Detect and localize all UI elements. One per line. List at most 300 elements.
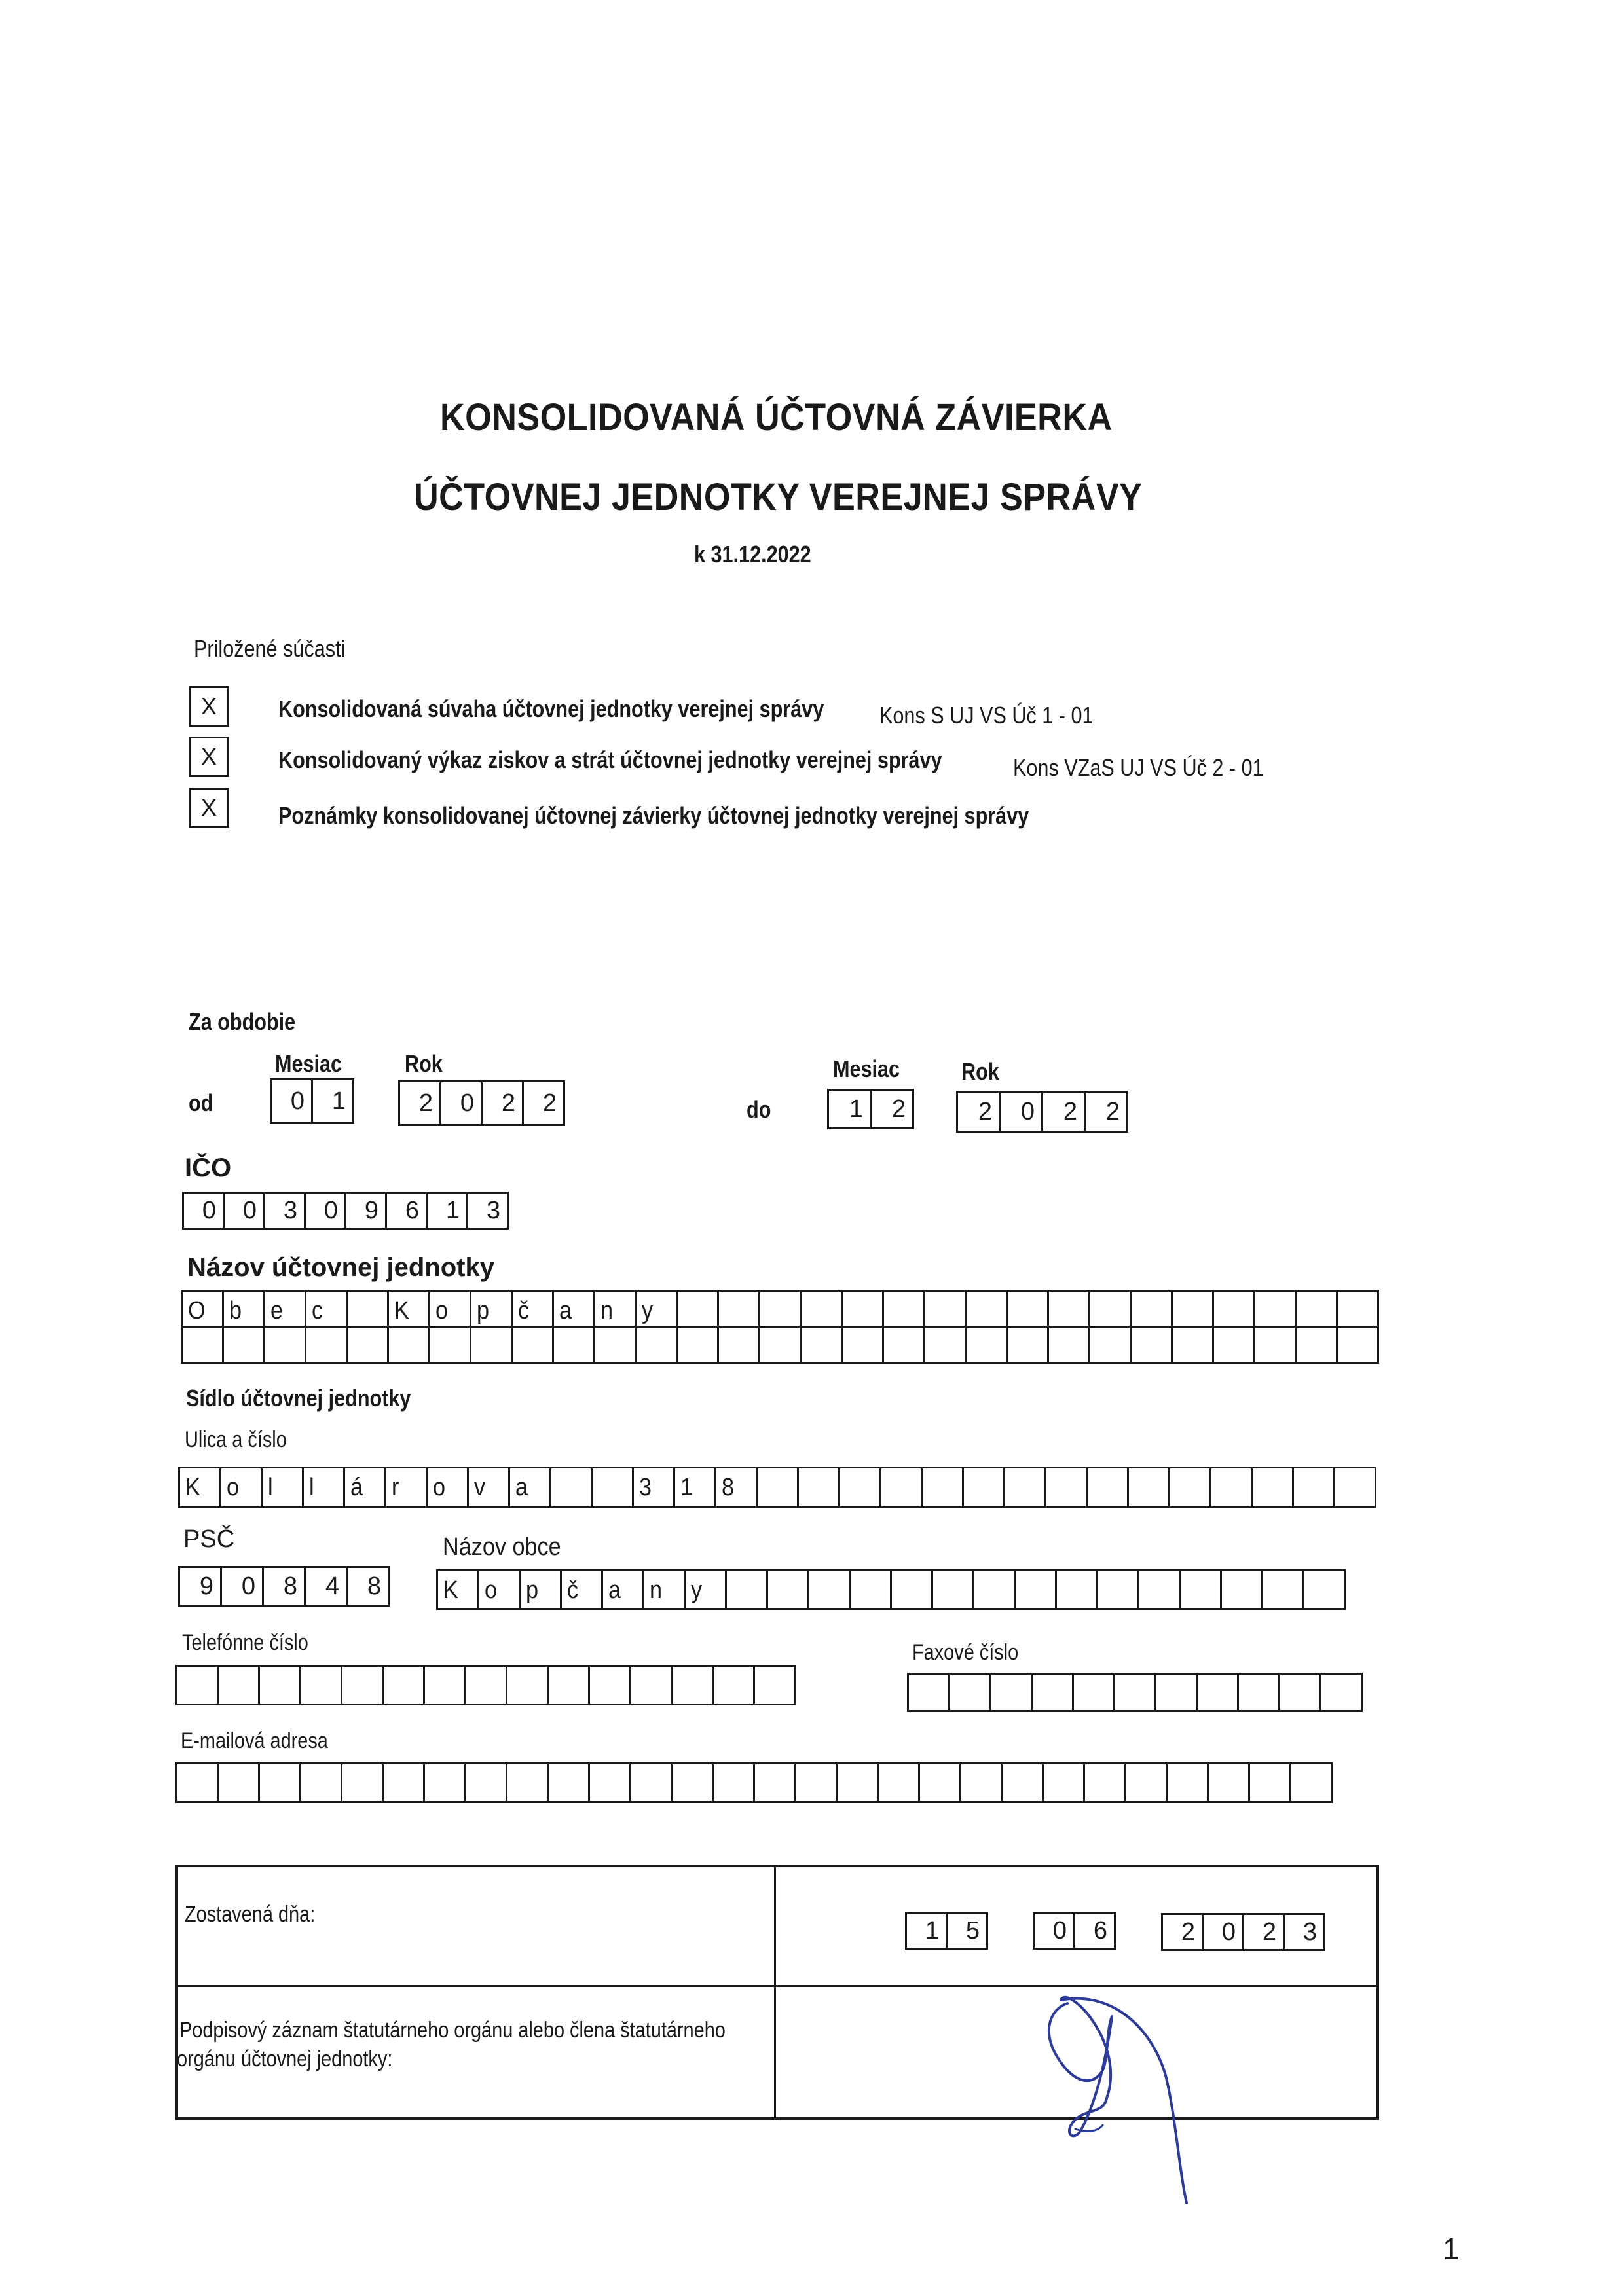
char-box[interactable] bbox=[601, 1569, 644, 1610]
char-box[interactable] bbox=[1295, 1326, 1338, 1364]
char-box[interactable] bbox=[182, 1192, 225, 1230]
char-box[interactable] bbox=[923, 1326, 967, 1364]
char-box[interactable] bbox=[436, 1569, 479, 1610]
char-value: a bbox=[608, 1576, 621, 1604]
char-box[interactable] bbox=[311, 1078, 354, 1124]
entity-name-row-1[interactable] bbox=[181, 1290, 1379, 1328]
char-box[interactable] bbox=[758, 1326, 802, 1364]
char-box[interactable] bbox=[426, 1467, 469, 1508]
char-box[interactable] bbox=[304, 1290, 348, 1328]
char-box[interactable] bbox=[1006, 1326, 1049, 1364]
char-box[interactable] bbox=[838, 1467, 881, 1508]
char-box[interactable] bbox=[1113, 1673, 1156, 1712]
attachment-text-1: Konsolidovaná súvaha účtovnej jednotky verejnej správy bbox=[278, 695, 824, 722]
char-box[interactable] bbox=[918, 1762, 961, 1803]
char-value: 1 bbox=[331, 1087, 346, 1115]
char-box[interactable] bbox=[948, 1673, 991, 1712]
char-box[interactable] bbox=[1044, 1467, 1088, 1508]
char-box[interactable] bbox=[387, 1326, 430, 1364]
char-box[interactable] bbox=[1168, 1467, 1211, 1508]
char-box[interactable] bbox=[931, 1569, 974, 1610]
char-box[interactable] bbox=[346, 1326, 389, 1364]
char-box[interactable] bbox=[959, 1762, 1003, 1803]
document-date: k 31.12.2022 bbox=[694, 541, 811, 568]
char-value: 1 bbox=[925, 1917, 939, 1944]
char-box[interactable] bbox=[222, 1326, 265, 1364]
char-box[interactable] bbox=[1209, 1467, 1253, 1508]
char-box[interactable] bbox=[477, 1569, 521, 1610]
attachment-checkbox-1[interactable] bbox=[189, 686, 229, 727]
char-box[interactable] bbox=[261, 1467, 304, 1508]
char-box[interactable] bbox=[220, 1566, 264, 1607]
char-value: 1 bbox=[680, 1474, 693, 1501]
char-box[interactable] bbox=[519, 1569, 562, 1610]
char-box[interactable] bbox=[1302, 1569, 1346, 1610]
char-box[interactable] bbox=[1086, 1467, 1129, 1508]
char-value: 1 bbox=[849, 1095, 863, 1123]
char-box[interactable] bbox=[1130, 1326, 1173, 1364]
char-box[interactable] bbox=[629, 1762, 673, 1803]
char-box[interactable] bbox=[1072, 1673, 1115, 1712]
char-box[interactable] bbox=[344, 1192, 387, 1230]
char-box[interactable] bbox=[1006, 1290, 1049, 1328]
street-boxes[interactable] bbox=[178, 1467, 1376, 1508]
char-box[interactable] bbox=[341, 1762, 384, 1803]
char-box[interactable] bbox=[299, 1665, 342, 1705]
char-box[interactable] bbox=[262, 1566, 306, 1607]
char-value: 3 bbox=[486, 1197, 500, 1224]
char-value: 0 bbox=[323, 1197, 338, 1224]
checkbox-mark: X bbox=[200, 794, 217, 821]
char-value: 8 bbox=[367, 1573, 381, 1600]
char-box[interactable] bbox=[1207, 1762, 1250, 1803]
address-label: Sídlo účtovnej jednotky bbox=[186, 1385, 411, 1412]
char-box[interactable] bbox=[217, 1762, 260, 1803]
char-value: l bbox=[309, 1474, 314, 1501]
char-box[interactable] bbox=[1336, 1326, 1379, 1364]
char-box[interactable] bbox=[890, 1569, 933, 1610]
char-box[interactable] bbox=[560, 1569, 603, 1610]
char-box[interactable] bbox=[1320, 1673, 1363, 1712]
phone-label: Telefónne číslo bbox=[182, 1630, 308, 1655]
to-month-label: Mesiac bbox=[833, 1055, 900, 1082]
char-box[interactable] bbox=[1202, 1913, 1244, 1951]
char-box[interactable] bbox=[222, 1290, 265, 1328]
char-box[interactable] bbox=[1295, 1290, 1338, 1328]
char-box[interactable] bbox=[384, 1467, 428, 1508]
compiled-month-boxes[interactable] bbox=[1033, 1912, 1116, 1950]
char-value: 8 bbox=[722, 1474, 735, 1501]
psc-boxes[interactable] bbox=[178, 1566, 390, 1607]
signature-label-line-1: Podpisový záznam štatutárneho orgánu alebo člena štatutárneho bbox=[179, 2018, 726, 2043]
char-box[interactable] bbox=[1253, 1326, 1297, 1364]
char-box[interactable] bbox=[1041, 1091, 1086, 1133]
char-box[interactable] bbox=[593, 1290, 637, 1328]
street-label: Ulica a číslo bbox=[185, 1427, 287, 1452]
char-box[interactable] bbox=[965, 1290, 1008, 1328]
phone-boxes[interactable] bbox=[175, 1665, 796, 1705]
compiled-year-boxes[interactable] bbox=[1161, 1913, 1325, 1951]
char-value: 0 bbox=[290, 1087, 304, 1115]
char-value: 2 bbox=[1105, 1098, 1120, 1125]
compiled-date-label: Zostavená dňa: bbox=[185, 1902, 316, 1927]
char-value: n bbox=[600, 1297, 614, 1324]
period-label: Za obdobie bbox=[189, 1008, 296, 1035]
char-box[interactable] bbox=[258, 1762, 301, 1803]
char-box[interactable] bbox=[1130, 1290, 1173, 1328]
char-box[interactable] bbox=[1031, 1673, 1074, 1712]
char-box[interactable] bbox=[1083, 1762, 1126, 1803]
to-month-boxes[interactable] bbox=[827, 1089, 914, 1129]
char-box[interactable] bbox=[304, 1566, 348, 1607]
char-box[interactable] bbox=[470, 1326, 513, 1364]
char-box[interactable] bbox=[382, 1762, 425, 1803]
char-value: p bbox=[477, 1297, 490, 1324]
entity-name-label: Názov účtovnej jednotky bbox=[187, 1253, 494, 1282]
char-box[interactable] bbox=[511, 1290, 554, 1328]
char-box[interactable] bbox=[676, 1326, 719, 1364]
char-box[interactable] bbox=[1042, 1762, 1085, 1803]
char-value: e bbox=[270, 1297, 284, 1324]
char-value: o bbox=[433, 1474, 446, 1501]
char-box[interactable] bbox=[800, 1326, 843, 1364]
char-box[interactable] bbox=[1047, 1290, 1090, 1328]
char-box[interactable] bbox=[1171, 1290, 1214, 1328]
char-value: 5 bbox=[965, 1917, 980, 1944]
char-box[interactable] bbox=[800, 1290, 843, 1328]
char-box[interactable] bbox=[464, 1665, 507, 1705]
city-boxes[interactable] bbox=[436, 1569, 1346, 1610]
char-box[interactable] bbox=[439, 1080, 483, 1126]
char-box[interactable] bbox=[717, 1326, 760, 1364]
char-box[interactable] bbox=[263, 1326, 306, 1364]
char-box[interactable] bbox=[1292, 1467, 1335, 1508]
char-box[interactable] bbox=[836, 1762, 879, 1803]
char-box[interactable] bbox=[794, 1762, 838, 1803]
char-box[interactable] bbox=[1055, 1569, 1098, 1610]
char-box[interactable] bbox=[907, 1673, 950, 1712]
char-box[interactable] bbox=[302, 1467, 345, 1508]
char-value: a bbox=[515, 1474, 528, 1501]
char-box[interactable] bbox=[1033, 1912, 1075, 1950]
char-box[interactable] bbox=[797, 1467, 840, 1508]
char-box[interactable] bbox=[1001, 1762, 1044, 1803]
char-box[interactable] bbox=[946, 1912, 988, 1950]
char-box[interactable] bbox=[1261, 1569, 1304, 1610]
char-box[interactable] bbox=[426, 1192, 468, 1230]
char-box[interactable] bbox=[593, 1326, 637, 1364]
char-value: 6 bbox=[405, 1197, 419, 1224]
char-box[interactable] bbox=[1251, 1467, 1294, 1508]
char-value: 2 bbox=[1063, 1098, 1077, 1125]
char-box[interactable] bbox=[1088, 1290, 1132, 1328]
char-value: 3 bbox=[1302, 1918, 1317, 1946]
char-box[interactable] bbox=[841, 1290, 884, 1328]
char-value: 3 bbox=[283, 1197, 297, 1224]
char-box[interactable] bbox=[870, 1089, 914, 1129]
email-boxes[interactable] bbox=[175, 1762, 1333, 1803]
char-box[interactable] bbox=[717, 1290, 760, 1328]
from-label: od bbox=[189, 1089, 213, 1116]
char-value: á bbox=[350, 1474, 363, 1501]
char-box[interactable] bbox=[304, 1326, 348, 1364]
char-value: 0 bbox=[1221, 1918, 1236, 1946]
from-year-label: Rok bbox=[405, 1050, 443, 1077]
char-box[interactable] bbox=[1253, 1290, 1297, 1328]
char-box[interactable] bbox=[879, 1467, 923, 1508]
char-box[interactable] bbox=[549, 1467, 593, 1508]
char-box[interactable] bbox=[1283, 1913, 1325, 1951]
char-box[interactable] bbox=[1166, 1762, 1209, 1803]
char-box[interactable] bbox=[175, 1762, 219, 1803]
char-box[interactable] bbox=[725, 1569, 768, 1610]
char-box[interactable] bbox=[1220, 1569, 1263, 1610]
char-box[interactable] bbox=[849, 1569, 892, 1610]
char-box[interactable] bbox=[921, 1467, 964, 1508]
char-box[interactable] bbox=[753, 1665, 796, 1705]
char-box[interactable] bbox=[385, 1192, 428, 1230]
char-box[interactable] bbox=[905, 1912, 948, 1950]
attachment-code-1: Kons S UJ VS Úč 1 - 01 bbox=[879, 702, 1094, 729]
char-box[interactable] bbox=[263, 1290, 306, 1328]
char-box[interactable] bbox=[270, 1078, 313, 1124]
char-box[interactable] bbox=[464, 1762, 507, 1803]
city-label: Názov obce bbox=[443, 1533, 561, 1561]
to-label: do bbox=[747, 1096, 771, 1123]
char-box[interactable] bbox=[547, 1665, 590, 1705]
char-box[interactable] bbox=[882, 1326, 925, 1364]
to-year-boxes[interactable] bbox=[956, 1091, 1128, 1133]
char-box[interactable] bbox=[382, 1665, 425, 1705]
char-box[interactable] bbox=[756, 1467, 799, 1508]
page-number: 1 bbox=[1443, 2232, 1460, 2266]
char-box[interactable] bbox=[673, 1467, 716, 1508]
char-value: v bbox=[474, 1474, 486, 1501]
char-box[interactable] bbox=[522, 1080, 565, 1126]
char-box[interactable] bbox=[181, 1290, 224, 1328]
char-box[interactable] bbox=[1212, 1326, 1255, 1364]
char-value: o bbox=[485, 1576, 498, 1604]
char-box[interactable] bbox=[671, 1665, 714, 1705]
attachment-checkbox-3[interactable] bbox=[189, 788, 229, 828]
char-box[interactable] bbox=[1088, 1326, 1132, 1364]
char-box[interactable] bbox=[428, 1290, 471, 1328]
from-month-boxes[interactable] bbox=[270, 1078, 354, 1124]
char-value: 2 bbox=[1262, 1918, 1276, 1946]
char-box[interactable] bbox=[1154, 1673, 1198, 1712]
char-value: K bbox=[185, 1474, 200, 1501]
char-box[interactable] bbox=[470, 1290, 513, 1328]
char-value: 0 bbox=[460, 1089, 474, 1117]
fax-boxes[interactable] bbox=[907, 1673, 1363, 1712]
char-box[interactable] bbox=[217, 1665, 260, 1705]
char-box[interactable] bbox=[466, 1192, 509, 1230]
char-box[interactable] bbox=[1127, 1467, 1170, 1508]
attachment-text-3: Poznámky konsolidovanej účtovnej závierky účtovnej jednotky verejnej správy bbox=[278, 802, 1029, 829]
char-box[interactable] bbox=[635, 1326, 678, 1364]
char-box[interactable] bbox=[181, 1326, 224, 1364]
fax-label: Faxové číslo bbox=[912, 1640, 1019, 1665]
char-value: K bbox=[443, 1576, 458, 1604]
char-box[interactable] bbox=[1237, 1673, 1280, 1712]
char-value: 2 bbox=[978, 1098, 992, 1125]
char-value: 2 bbox=[891, 1095, 906, 1123]
char-box[interactable] bbox=[1179, 1569, 1222, 1610]
char-box[interactable] bbox=[684, 1569, 727, 1610]
char-box[interactable] bbox=[714, 1467, 758, 1508]
char-box[interactable] bbox=[591, 1467, 634, 1508]
char-value: b bbox=[229, 1297, 242, 1324]
char-box[interactable] bbox=[676, 1290, 719, 1328]
char-box[interactable] bbox=[1212, 1290, 1255, 1328]
char-box[interactable] bbox=[877, 1762, 920, 1803]
char-box[interactable] bbox=[552, 1290, 595, 1328]
char-box[interactable] bbox=[629, 1665, 673, 1705]
char-box[interactable] bbox=[1333, 1467, 1376, 1508]
char-box[interactable] bbox=[219, 1467, 263, 1508]
char-box[interactable] bbox=[807, 1569, 851, 1610]
char-value: 9 bbox=[364, 1197, 378, 1224]
char-box[interactable] bbox=[1137, 1569, 1181, 1610]
char-box[interactable] bbox=[882, 1290, 925, 1328]
char-box[interactable] bbox=[304, 1192, 346, 1230]
char-box[interactable] bbox=[1171, 1326, 1214, 1364]
char-box[interactable] bbox=[671, 1762, 714, 1803]
char-box[interactable] bbox=[343, 1467, 386, 1508]
char-value: 0 bbox=[242, 1197, 257, 1224]
char-box[interactable] bbox=[827, 1089, 872, 1129]
char-box[interactable] bbox=[923, 1290, 967, 1328]
char-box[interactable] bbox=[999, 1091, 1043, 1133]
char-box[interactable] bbox=[1278, 1673, 1321, 1712]
char-box[interactable] bbox=[423, 1762, 466, 1803]
char-box[interactable] bbox=[1196, 1673, 1239, 1712]
char-box[interactable] bbox=[223, 1192, 265, 1230]
entity-name-row-2[interactable] bbox=[181, 1326, 1379, 1364]
char-box[interactable] bbox=[972, 1569, 1016, 1610]
char-box[interactable] bbox=[387, 1290, 430, 1328]
char-box[interactable] bbox=[346, 1290, 389, 1328]
char-box[interactable] bbox=[428, 1326, 471, 1364]
email-label: E-mailová adresa bbox=[181, 1728, 328, 1753]
document-subtitle: ÚČTOVNEJ JEDNOTKY VEREJNEJ SPRÁVY bbox=[414, 476, 1143, 519]
char-box[interactable] bbox=[258, 1665, 301, 1705]
char-box[interactable] bbox=[398, 1080, 441, 1126]
table-divider-vertical bbox=[774, 1867, 776, 2117]
attachment-code-2: Kons VZaS UJ VS Úč 2 - 01 bbox=[1013, 754, 1264, 781]
char-box[interactable] bbox=[632, 1467, 675, 1508]
char-box[interactable] bbox=[642, 1569, 686, 1610]
char-box[interactable] bbox=[178, 1467, 221, 1508]
char-box[interactable] bbox=[481, 1080, 524, 1126]
char-box[interactable] bbox=[506, 1762, 549, 1803]
char-box[interactable] bbox=[766, 1569, 809, 1610]
char-value: 2 bbox=[418, 1089, 433, 1117]
char-value: 4 bbox=[325, 1573, 339, 1600]
signature-label-line-2: orgánu účtovnej jednotky: bbox=[177, 2047, 393, 2071]
char-box[interactable] bbox=[467, 1467, 510, 1508]
char-box[interactable] bbox=[1242, 1913, 1285, 1951]
char-value: O bbox=[188, 1297, 206, 1324]
char-value: K bbox=[394, 1297, 409, 1324]
char-box[interactable] bbox=[965, 1326, 1008, 1364]
char-box[interactable] bbox=[1073, 1912, 1116, 1950]
char-box[interactable] bbox=[1124, 1762, 1168, 1803]
handwritten-signature bbox=[1035, 1977, 1231, 2213]
char-box[interactable] bbox=[547, 1762, 590, 1803]
char-value: 9 bbox=[199, 1573, 213, 1600]
char-box[interactable] bbox=[263, 1192, 306, 1230]
char-box[interactable] bbox=[341, 1665, 384, 1705]
char-value: 3 bbox=[639, 1474, 652, 1501]
char-box[interactable] bbox=[175, 1665, 219, 1705]
char-box[interactable] bbox=[588, 1762, 631, 1803]
char-box[interactable] bbox=[1047, 1326, 1090, 1364]
from-month-label: Mesiac bbox=[275, 1050, 342, 1077]
ico-boxes[interactable] bbox=[182, 1192, 509, 1230]
char-value: o bbox=[227, 1474, 240, 1501]
char-box[interactable] bbox=[508, 1467, 551, 1508]
document-title: KONSOLIDOVANÁ ÚČTOVNÁ ZÁVIERKA bbox=[440, 396, 1113, 439]
compiled-day-boxes[interactable] bbox=[905, 1912, 988, 1950]
char-box[interactable] bbox=[635, 1290, 678, 1328]
checkbox-mark: X bbox=[200, 693, 217, 720]
char-box[interactable] bbox=[989, 1673, 1033, 1712]
char-box[interactable] bbox=[712, 1762, 755, 1803]
char-box[interactable] bbox=[552, 1326, 595, 1364]
attachment-checkbox-2[interactable] bbox=[189, 737, 229, 777]
char-value: n bbox=[650, 1576, 663, 1604]
char-box[interactable] bbox=[1003, 1467, 1046, 1508]
char-box[interactable] bbox=[588, 1665, 631, 1705]
char-value: p bbox=[526, 1576, 539, 1604]
char-box[interactable] bbox=[178, 1566, 222, 1607]
char-box[interactable] bbox=[1289, 1762, 1333, 1803]
char-box[interactable] bbox=[712, 1665, 755, 1705]
char-value: 2 bbox=[542, 1089, 557, 1117]
char-value: l bbox=[268, 1474, 273, 1501]
char-value: r bbox=[392, 1474, 399, 1501]
char-box[interactable] bbox=[841, 1326, 884, 1364]
char-value: 0 bbox=[202, 1197, 216, 1224]
char-box[interactable] bbox=[511, 1326, 554, 1364]
char-box[interactable] bbox=[1248, 1762, 1291, 1803]
char-box[interactable] bbox=[1336, 1290, 1379, 1328]
char-box[interactable] bbox=[758, 1290, 802, 1328]
char-box[interactable] bbox=[1161, 1913, 1204, 1951]
char-box[interactable] bbox=[346, 1566, 390, 1607]
char-value: 0 bbox=[1052, 1917, 1067, 1944]
char-value: o bbox=[435, 1297, 449, 1324]
char-box[interactable] bbox=[299, 1762, 342, 1803]
from-year-boxes[interactable] bbox=[398, 1080, 565, 1126]
char-value: 8 bbox=[283, 1573, 297, 1600]
char-box[interactable] bbox=[1096, 1569, 1139, 1610]
attachments-label: Priložené súčasti bbox=[194, 635, 346, 662]
char-box[interactable] bbox=[423, 1665, 466, 1705]
char-value: 0 bbox=[241, 1573, 255, 1600]
char-box[interactable] bbox=[506, 1665, 549, 1705]
char-value: č bbox=[518, 1297, 530, 1324]
attachment-text-2: Konsolidovaný výkaz ziskov a strát účtovnej jednotky verejnej správy bbox=[278, 746, 942, 773]
char-box[interactable] bbox=[962, 1467, 1005, 1508]
char-box[interactable] bbox=[1084, 1091, 1128, 1133]
char-box[interactable] bbox=[753, 1762, 796, 1803]
char-box[interactable] bbox=[956, 1091, 1001, 1133]
char-value: 0 bbox=[1020, 1098, 1035, 1125]
char-value: y bbox=[691, 1576, 703, 1604]
char-box[interactable] bbox=[1014, 1569, 1057, 1610]
